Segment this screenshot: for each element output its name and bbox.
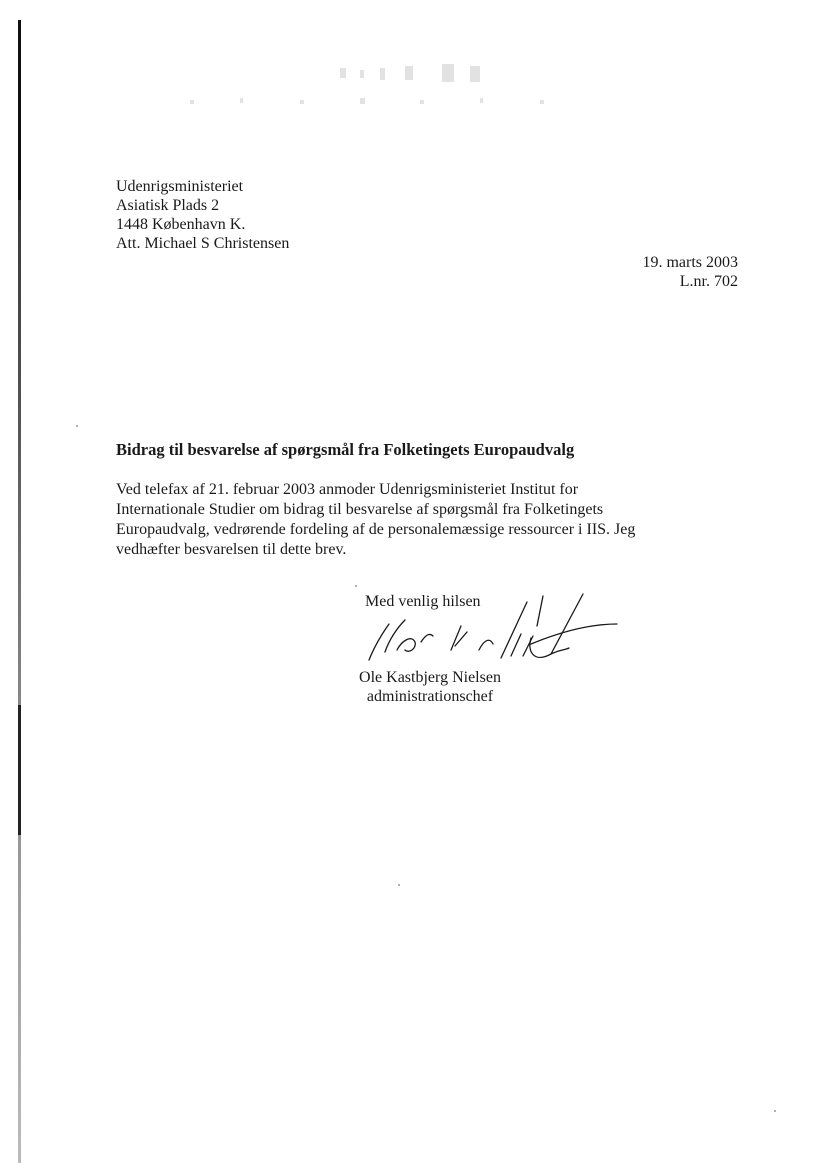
body-line: Internationale Studier om bidrag til besvarelse af spørgsmål fra Folketingets [116, 501, 604, 518]
recipient-street: Asiatisk Plads 2 [116, 197, 220, 214]
scan-edge-dark-mid [18, 705, 21, 835]
scan-speck [76, 425, 78, 427]
recipient-postal-city: 1448 København K. [116, 216, 246, 233]
scan-speck [355, 585, 357, 587]
signer-block [350, 668, 510, 706]
body-line: Europaudvalg, vedrørende fordeling af de personalemæssige ressourcer i IIS. Jeg [116, 521, 636, 538]
scan-speck [398, 884, 400, 886]
faint-letterhead-logo [180, 60, 600, 120]
scan-edge-dark-top [18, 20, 21, 200]
letter-reference: L.nr. 702 [679, 273, 738, 290]
recipient-attention: Att. Michael S Christensen [116, 235, 290, 252]
recipient-organization: Udenrigsministeriet [116, 178, 244, 195]
recipient-address [116, 177, 289, 253]
signer-name: Ole Kastbjerg Nielsen [359, 669, 501, 686]
scan-speck [774, 1110, 776, 1112]
date-reference-block [642, 253, 738, 291]
letter-body [116, 480, 736, 560]
letter-subject: Bidrag til besvarelse af spørgsmål fra Folketingets Europaudvalg [116, 440, 575, 459]
signer-title: administrationschef [366, 688, 494, 705]
handwritten-signature [355, 580, 625, 670]
body-line: vedhæfter besvarelsen til dette brev. [116, 541, 347, 558]
body-line: Ved telefax af 21. februar 2003 anmoder Udenrigsministeriet Institut for [116, 481, 579, 498]
closing-phrase: Med venlig hilsen [365, 593, 481, 610]
letter-date: 19. marts 2003 [642, 254, 738, 271]
